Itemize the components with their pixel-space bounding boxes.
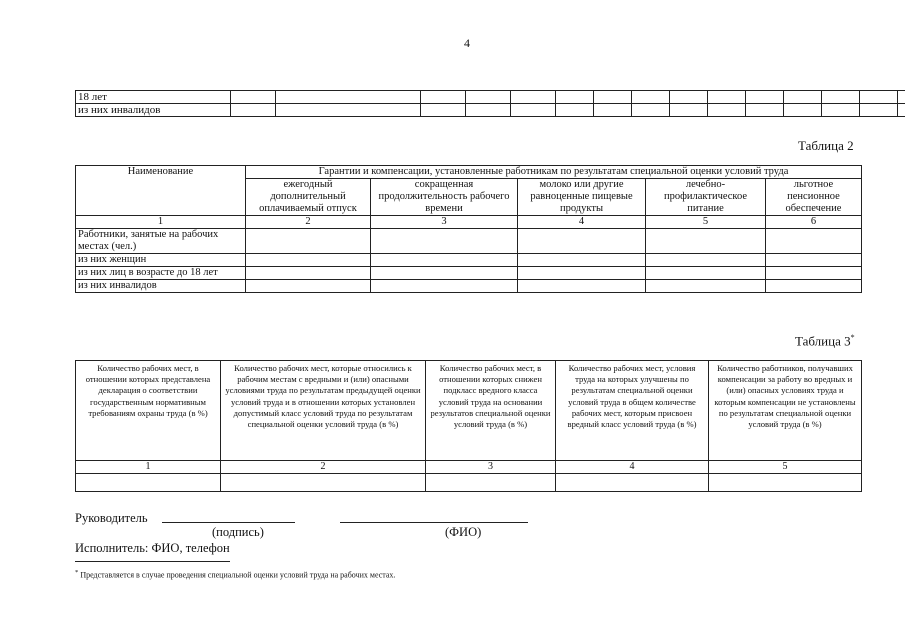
table-row: [76, 229, 862, 254]
table-row: [76, 474, 862, 492]
column-header: льготное пенсионное обеспечение: [766, 179, 862, 216]
column-number: 1: [76, 461, 221, 474]
column-header: лечебно-профилактическое питание: [646, 179, 766, 216]
row-label: Работники, занятые на рабочих местах (чел.): [76, 229, 246, 254]
header-name: Наименование: [76, 166, 246, 216]
table2-caption: Таблица 2: [798, 138, 854, 153]
table3-caption-text: Таблица 3: [795, 333, 851, 349]
head-label: Руководитель: [75, 511, 148, 525]
executor-label: Исполнитель: ФИО, телефон: [75, 541, 230, 555]
column-number: 4: [556, 461, 709, 474]
column-number: 5: [646, 216, 766, 229]
column-number: 2: [221, 461, 426, 474]
table-row: [76, 91, 905, 104]
sign-caption: (подпись): [212, 525, 264, 539]
column-number: 1: [76, 216, 246, 229]
table-continued: [75, 90, 905, 117]
column-header: Количество рабочих мест, которые относились к рабочим местам с вредными и (или) опасными условиями труда по результатам предыдущей оценки условий труда и в отношении которых установлен допустимый класс условий труда по результатам специальной оценки условий труда (в %): [221, 361, 426, 461]
column-number: 4: [518, 216, 646, 229]
row-label: из них инвалидов: [76, 104, 231, 117]
row-label: из них женщин: [76, 254, 246, 267]
column-number: 6: [766, 216, 862, 229]
footnote: [75, 569, 395, 580]
column-number: 3: [371, 216, 518, 229]
column-number: 5: [709, 461, 862, 474]
column-number: 3: [426, 461, 556, 474]
column-header: Количество рабочих мест, в отношении которых снижен подкласс вредного класса условий труда на основании результатов специальной оценки условий труда (в %): [426, 361, 556, 461]
footnote-mark: *: [850, 333, 855, 342]
number-row: [76, 216, 862, 229]
column-header: молоко или другие равноценные пищевые продукты: [518, 179, 646, 216]
name-caption: (ФИО): [445, 525, 482, 539]
row-label: 18 лет: [76, 91, 231, 104]
table3: [75, 360, 862, 492]
number-row: [76, 461, 862, 474]
row-label: из них лиц в возрасте до 18 лет: [76, 267, 246, 280]
table-row: [76, 254, 862, 267]
table-row: [76, 280, 862, 293]
table2: [75, 165, 862, 293]
column-header: Количество рабочих мест, условия труда на которых улучшены по результатам специальной оценки условий труда в общем количестве рабочих мест, которым присвоен вредный класс условий труда (в %): [556, 361, 709, 461]
footnote-mark: *: [75, 569, 79, 576]
header-group: Гарантии и компенсации, установленные работникам по результатам специальной оценки условий труда: [246, 166, 862, 179]
column-header: сокращенная продолжительность рабочего времени: [371, 179, 518, 216]
footnote-separator: [75, 561, 230, 562]
signature-line: [162, 522, 295, 523]
page-number: 4: [464, 36, 470, 50]
column-header: ежегодный дополнительный оплачиваемый отпуск: [246, 179, 371, 216]
name-line: [340, 522, 528, 523]
column-number: 2: [246, 216, 371, 229]
row-label: из них инвалидов: [76, 280, 246, 293]
column-header: Количество рабочих мест, в отношении которых представлена декларация о соответствии государственным нормативным требованиям охраны труда (в %): [76, 361, 221, 461]
table-row: [76, 104, 905, 117]
table-row: [76, 267, 862, 280]
table3-caption: [795, 333, 855, 349]
column-header: Количество работников, получавших компенсации за работу во вредных и (или) опасных условиях труда и которым компенсации не установлены по результатам специальной оценки условий труда (в %): [709, 361, 862, 461]
footnote-text: Представляется в случае проведения специальной оценки условий труда на рабочих местах.: [80, 570, 396, 580]
